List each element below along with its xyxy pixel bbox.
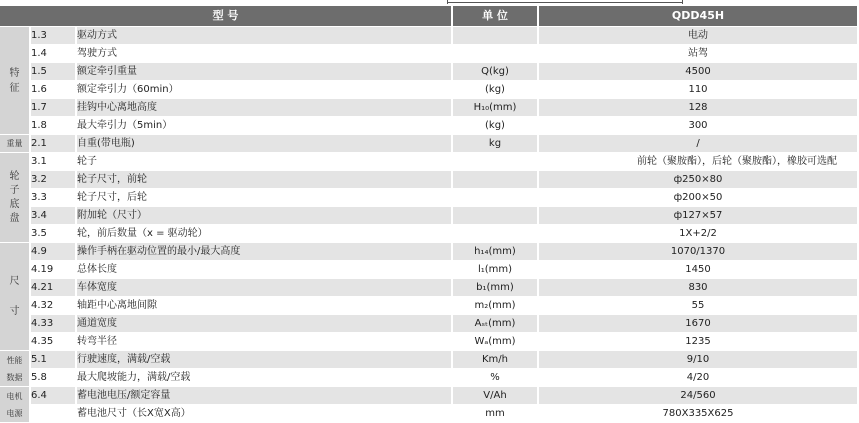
table-row (0, 315, 859, 333)
category-wheels (0, 153, 31, 243)
row-number: 4.32 (31, 297, 77, 315)
row-value: 1070/1370 (539, 243, 859, 261)
row-unit: H₁₀(mm) (453, 99, 539, 117)
table-row (0, 171, 859, 189)
spec-table (0, 6, 859, 423)
row-number: 4.33 (31, 315, 77, 333)
row-value: 4/20 (539, 369, 859, 387)
row-value: 1450 (539, 261, 859, 279)
row-number: 1.8 (31, 117, 77, 135)
row-value: / (539, 135, 859, 153)
row-name: 总体长度 (77, 261, 453, 279)
row-number: 4.35 (31, 333, 77, 351)
table-row (0, 189, 859, 207)
table-row (0, 279, 859, 297)
unit-header: 单 位 (453, 6, 539, 27)
table-row (0, 27, 859, 45)
category-motor-label: 电机 电源 (6, 391, 23, 418)
row-number: 6.4 (31, 387, 77, 405)
row-value: 24/560 (539, 387, 859, 405)
row-name: 操作手柄在驱动位置的最小/最大高度 (77, 243, 453, 261)
row-value: 前轮（聚胺酯），后轮（聚胺酯），橡胶可选配 (539, 153, 859, 171)
category-features-label: 特 征 (9, 67, 20, 94)
row-value: 110 (539, 81, 859, 99)
row-name: 通道宽度 (77, 315, 453, 333)
model-header: 型 号 (0, 6, 453, 27)
row-number: 3.1 (31, 153, 77, 171)
row-name: 轮，前后数量（x = 驱动轮） (77, 225, 453, 243)
row-value: 4500 (539, 63, 859, 81)
row-unit (453, 171, 539, 189)
row-unit (453, 153, 539, 171)
row-unit: V/Ah (453, 387, 539, 405)
row-unit (453, 27, 539, 45)
row-unit: kg (453, 135, 539, 153)
row-number: 3.2 (31, 171, 77, 189)
row-name: 挂钩中心离地高度 (77, 99, 453, 117)
row-value: 780X335X625 (539, 405, 859, 423)
row-value: 1670 (539, 315, 859, 333)
row-number: 3.4 (31, 207, 77, 225)
table-row (0, 153, 859, 171)
table-row (0, 45, 859, 63)
row-unit: % (453, 369, 539, 387)
row-number: 1.7 (31, 99, 77, 117)
row-value: ф200×50 (539, 189, 859, 207)
row-name: 最大牵引力（5min） (77, 117, 453, 135)
table-row (0, 63, 859, 81)
row-value: 1235 (539, 333, 859, 351)
row-number: 3.5 (31, 225, 77, 243)
row-name: 额定牵引力（60min） (77, 81, 453, 99)
category-motor (0, 387, 31, 423)
row-name: 最大爬坡能力，满载/空载 (77, 369, 453, 387)
row-number: 3.3 (31, 189, 77, 207)
table-row (0, 117, 859, 135)
row-unit: b₁(mm) (453, 279, 539, 297)
table-row (0, 261, 859, 279)
row-value: 55 (539, 297, 859, 315)
category-performance (0, 351, 31, 387)
row-name: 驱动方式 (77, 27, 453, 45)
row-number: 1.5 (31, 63, 77, 81)
table-row (0, 243, 859, 261)
table-row (0, 207, 859, 225)
row-unit: (kg) (453, 117, 539, 135)
row-unit (453, 45, 539, 63)
row-value: 1X+2/2 (539, 225, 859, 243)
row-name: 轮子 (77, 153, 453, 171)
top-dimension-marker (447, 0, 683, 4)
row-name: 附加轮（尺寸） (77, 207, 453, 225)
row-unit (453, 225, 539, 243)
row-number: 4.21 (31, 279, 77, 297)
category-performance-label: 性能 数据 (6, 355, 23, 382)
row-value: 830 (539, 279, 859, 297)
row-unit: Km/h (453, 351, 539, 369)
row-name: 行驶速度，满载/空载 (77, 351, 453, 369)
row-unit: Q(kg) (453, 63, 539, 81)
model-value-header: QDD45H (539, 6, 859, 27)
row-number: 1.3 (31, 27, 77, 45)
row-number: 2.1 (31, 135, 77, 153)
table-row (0, 351, 859, 369)
row-name: 轮子尺寸，后轮 (77, 189, 453, 207)
table-row (0, 387, 859, 405)
row-name: 车体宽度 (77, 279, 453, 297)
category-dimensions (0, 243, 31, 351)
row-unit: mm (453, 405, 539, 423)
row-number: 1.6 (31, 81, 77, 99)
row-number: 1.4 (31, 45, 77, 63)
row-name: 轴距中心离地间隙 (77, 297, 453, 315)
row-value: 电动 (539, 27, 859, 45)
row-unit (453, 207, 539, 225)
row-value: 128 (539, 99, 859, 117)
row-value: ф127×57 (539, 207, 859, 225)
row-name: 转弯半径 (77, 333, 453, 351)
category-weight: 重量 (0, 135, 31, 153)
category-features (0, 27, 31, 135)
row-number (31, 405, 77, 423)
table-row (0, 81, 859, 99)
row-unit: m₂(mm) (453, 297, 539, 315)
category-wheels-label: 轮 子 底 盘 (9, 170, 20, 224)
table-row (0, 225, 859, 243)
table-row (0, 333, 859, 351)
row-unit: (kg) (453, 81, 539, 99)
table-header-row (0, 6, 859, 27)
row-number: 4.9 (31, 243, 77, 261)
row-unit (453, 189, 539, 207)
row-name: 驾驶方式 (77, 45, 453, 63)
table-row (0, 405, 859, 423)
row-value: ф250×80 (539, 171, 859, 189)
table-row (0, 99, 859, 117)
row-unit: Wₐ(mm) (453, 333, 539, 351)
category-dimensions-label: 尺 寸 (9, 276, 20, 317)
row-value: 站驾 (539, 45, 859, 63)
row-value: 9/10 (539, 351, 859, 369)
row-name: 额定牵引重量 (77, 63, 453, 81)
row-name: 自重(带电瓶) (77, 135, 453, 153)
row-unit: h₁₄(mm) (453, 243, 539, 261)
row-name: 蓄电池电压/额定容量 (77, 387, 453, 405)
row-number: 5.1 (31, 351, 77, 369)
row-unit: Aₛₜ(mm) (453, 315, 539, 333)
table-row (0, 297, 859, 315)
row-name: 轮子尺寸，前轮 (77, 171, 453, 189)
row-value: 300 (539, 117, 859, 135)
row-number: 4.19 (31, 261, 77, 279)
table-row (0, 135, 859, 153)
row-number: 5.8 (31, 369, 77, 387)
row-unit: l₁(mm) (453, 261, 539, 279)
table-row (0, 369, 859, 387)
row-name: 蓄电池尺寸（长X宽X高） (77, 405, 453, 423)
